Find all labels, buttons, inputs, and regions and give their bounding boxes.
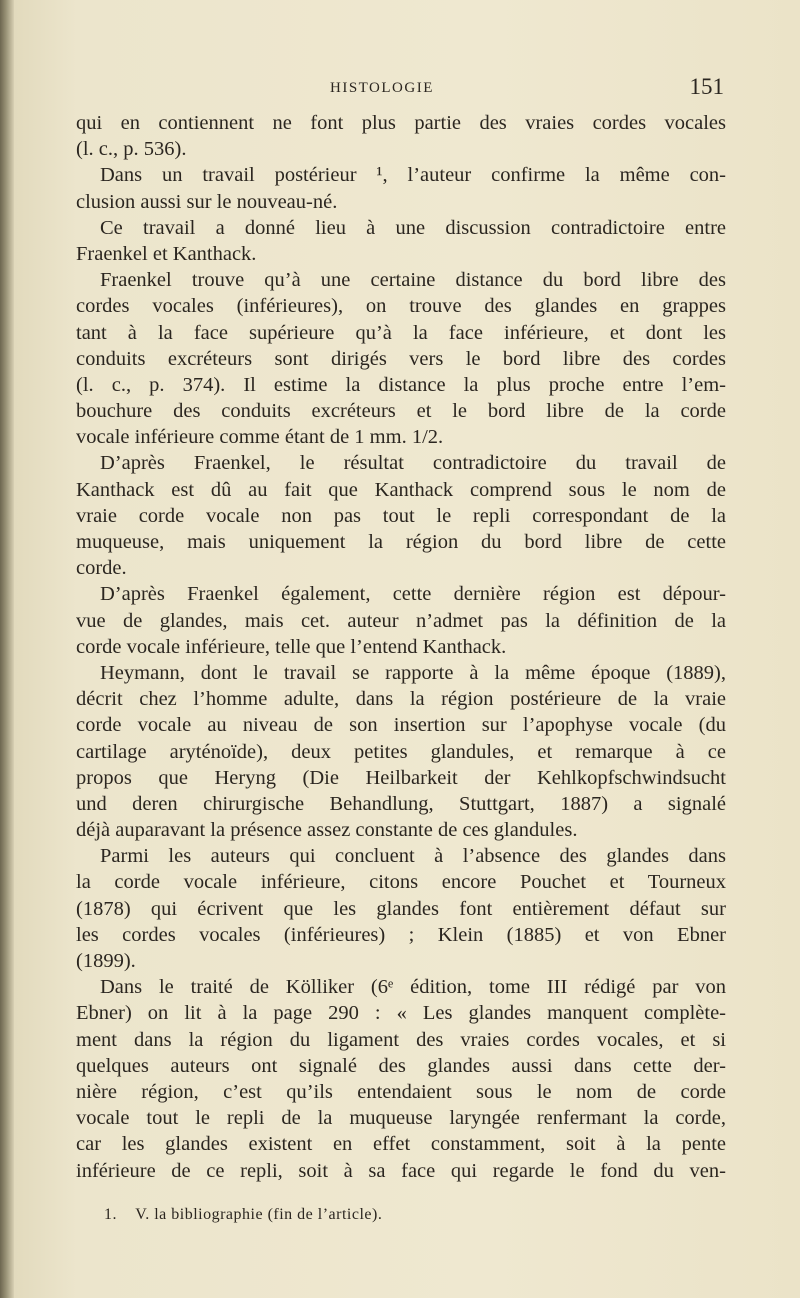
text-line: tant à la face supérieure qu’à la face inférieure, et dont les [76, 321, 726, 344]
text-line: corde. [76, 557, 127, 580]
text-line: cartilage aryténoïde), deux petites glandules, et remarque à ce [76, 740, 726, 763]
text-line: corde vocale inférieure, telle que l’entend Kanthack. [76, 635, 507, 658]
text-line: vraie corde vocale non pas tout le repli correspondant de la [76, 504, 726, 527]
text-line: (l. c., p. 374). Il estime la distance la plus proche entre l’em- [76, 373, 726, 396]
footnote-text: V. la bibliographie (fin de l’article). [135, 1206, 383, 1223]
running-head [76, 74, 724, 104]
text-line: vocale tout le repli de la muqueuse laryngée renfermant la corde, [76, 1107, 726, 1130]
footnote-mark: 1. [104, 1206, 117, 1223]
text-line: Heymann, dont le travail se rapporte à la même époque (1889), [100, 661, 726, 684]
text-line: car les glandes existent en effet constamment, soit à la pente [76, 1133, 726, 1156]
page-number: 151 [689, 74, 724, 99]
text-line: clusion aussi sur le nouveau-né. [76, 190, 338, 213]
text-line: vocale inférieure comme étant de 1 mm. 1/2. [76, 426, 444, 449]
text-line: la corde vocale inférieure, citons encore Pouchet et Tourneux [76, 871, 726, 894]
text-line: corde vocale au niveau de son insertion sur l’apophyse vocale (du [76, 714, 726, 737]
book-spine-shadow [0, 0, 14, 1298]
text-line: décrit chez l’homme adulte, dans la région postérieure de la vraie [76, 688, 726, 711]
text-line: nière région, c’est qu’ils entendaient sous le nom de corde [76, 1080, 726, 1103]
text-line: muqueuse, mais uniquement la région du bord libre de cette [76, 531, 726, 553]
text-line: quelques auteurs ont signalé des glandes aussi dans cette der- [76, 1054, 726, 1077]
text-line: Ce travail a donné lieu à une discussion contradictoire entre [100, 216, 726, 239]
text-line: les cordes vocales (inférieures) ; Klein (1885) et von Ebner [76, 923, 726, 946]
body-text [76, 110, 726, 1184]
text-line: propos que Heryng (Die Heilbarkeit der Kehlkopfschwindsucht [76, 766, 726, 789]
text-line: Dans un travail postérieur ¹, l’auteur confirme la même con- [100, 164, 726, 187]
text-line: cordes vocales (inférieures), on trouve des glandes en grappes [76, 295, 726, 318]
text-line: Kanthack est dû au fait que Kanthack comprend sous le nom de [76, 478, 726, 501]
text-line: inférieure de ce repli, soit à sa face qui regarde le fond du ven- [76, 1159, 726, 1182]
text-line: Dans le traité de Kölliker (6ᵉ édition, tome III rédigé par von [100, 976, 726, 999]
text-line: qui en contiennent ne font plus partie des vraies cordes vocales [76, 112, 726, 134]
text-line: Ebner) on lit à la page 290 : « Les glandes manquent complète- [76, 1002, 726, 1025]
text-line: und deren chirurgische Behandlung, Stuttgart, 1887) a signalé [76, 792, 726, 815]
text-line: Fraenkel et Kanthack. [76, 242, 257, 265]
text-line: vue de glandes, mais cet. auteur n’admet pas la définition de la [76, 609, 726, 632]
footnote [104, 1206, 382, 1224]
text-line: D’après Fraenkel, le résultat contradictoire du travail de [100, 452, 726, 475]
text-line: (1878) qui écrivent que les glandes font entièrement défaut sur [76, 897, 726, 920]
text-line: (1899). [76, 950, 136, 972]
text-line: (l. c., p. 536). [76, 138, 187, 161]
book-page [14, 0, 800, 1298]
text-line: conduits excréteurs sont dirigés vers le bord libre des cordes [76, 347, 726, 370]
text-line: bouchure des conduits excréteurs et le bord libre de la corde [76, 400, 726, 423]
text-line: Fraenkel trouve qu’à une certaine distance du bord libre des [100, 269, 726, 292]
text-line: ment dans la région du ligament des vraies cordes vocales, et si [76, 1028, 726, 1051]
text-line: déjà auparavant la présence assez constante de ces glandules. [76, 819, 578, 842]
text-line: Parmi les auteurs qui concluent à l’absence des glandes dans [100, 845, 726, 868]
text-line: D’après Fraenkel également, cette dernière région est dépour- [100, 583, 726, 606]
running-title: HISTOLOGIE [330, 80, 434, 96]
